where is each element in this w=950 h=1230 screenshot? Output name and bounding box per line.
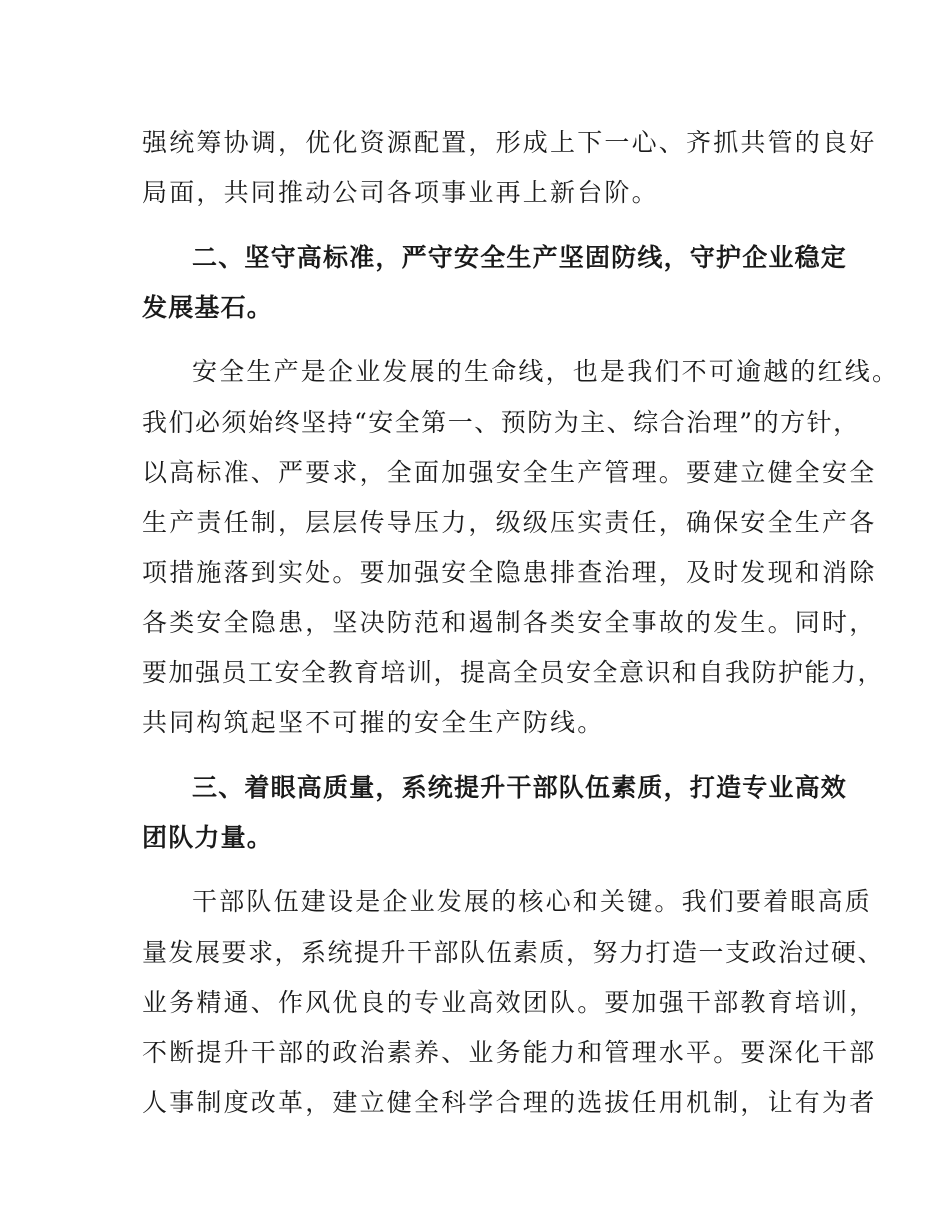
- section-heading: 三、着眼高质量，系统提升干部队伍素质，打造专业高效: [192, 773, 848, 802]
- section-heading-continuation: 发展基石。: [142, 293, 274, 322]
- paragraph-first-line: 安全生产是企业发展的生命线，也是我们不可逾越的红线。: [192, 357, 900, 386]
- section-heading: 二、坚守高标准，严守安全生产坚固防线，守护企业稳定: [192, 243, 848, 272]
- body-line: 以高标准、严要求，全面加强安全生产管理。要建立健全安全: [142, 458, 877, 487]
- body-line: 要加强员工安全教育培训，提高全员安全意识和自我防护能力，: [142, 658, 885, 687]
- body-line: 生产责任制，层层传导压力，级级压实责任，确保安全生产各: [142, 508, 877, 537]
- body-line: 量发展要求，系统提升干部队伍素质，努力打造一支政治过硬、: [142, 938, 885, 967]
- body-line: 业务精通、作风优良的专业高效团队。要加强干部教育培训，: [142, 988, 877, 1017]
- body-line: 不断提升干部的政治素养、业务能力和管理水平。要深化干部: [142, 1038, 877, 1067]
- body-line: 人事制度改革，建立健全科学合理的选拔任用机制，让有为者: [142, 1088, 877, 1117]
- body-line: 我们必须始终坚持“安全第一、预防为主、综合治理”的方针，: [142, 408, 860, 437]
- section-heading-continuation: 团队力量。: [142, 823, 274, 852]
- body-line: 强统筹协调，优化资源配置，形成上下一心、齐抓共管的良好: [142, 128, 877, 157]
- body-line: 共同构筑起坚不可摧的安全生产防线。: [142, 708, 605, 737]
- body-line: 局面，共同推动公司各项事业再上新台阶。: [142, 178, 659, 207]
- paragraph-first-line: 干部队伍建设是企业发展的核心和关键。我们要着眼高质: [192, 887, 873, 916]
- body-line: 项措施落到实处。要加强安全隐患排查治理，及时发现和消除: [142, 558, 877, 587]
- body-line: 各类安全隐患，坚决防范和遏制各类安全事故的发生。同时，: [142, 608, 877, 637]
